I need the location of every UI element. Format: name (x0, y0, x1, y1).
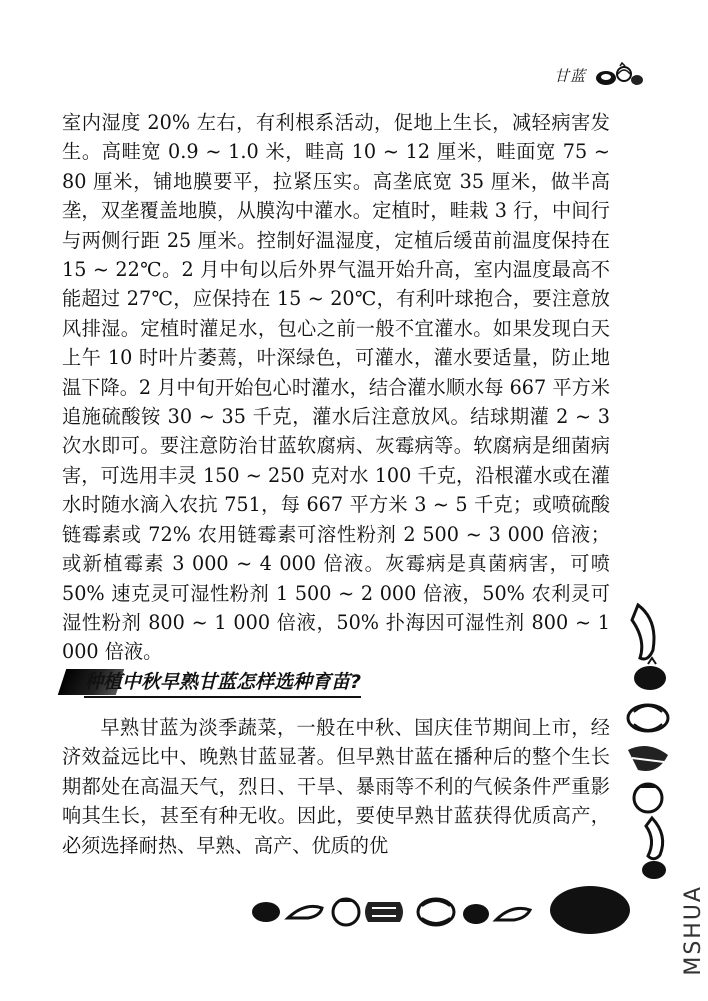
body-paragraph-2: 早熟甘蓝为淡季蔬菜，一般在中秋、国庆佳节期间上市，经济效益远比中、晚熟甘蓝显著。但早熟甘蓝在播种后的整个生长期都处在高温天气，烈日、干旱、暴雨等不利的气候条件严重影响其生长，甚至有种无收。因此，要使早熟甘蓝获得优质高产，必须选择耐热、早熟、高产、优质的优 (62, 716, 610, 857)
vegetable-border-icon (618, 600, 678, 880)
section-heading (62, 667, 422, 697)
vegetable-cluster-icon (594, 62, 644, 88)
vegetable-border-icon (250, 880, 630, 940)
running-header-title: 甘蓝 (553, 66, 586, 85)
body-paragraph: 室内湿度 20% 左右，有利根系活动，促地上生长，减轻病害发生。高畦宽 0.9 ~ 1.0 米，畦高 10 ~ 12 厘米，畦面宽 75 ~ 80 厘米，铺地膜要平，拉紧压实。高垄底宽 35 厘米，做半高垄，双垄覆盖地膜，从膜沟中灌水。定植时，畦栽 3 行，中间行与两侧行距 25 厘米。控制好温湿度，定植后缓苗前温度保持在 15 ~ 22℃。2 月中旬以后外界气温开始升高，室内温度最高不能超过 27℃，应保持在 15 ~ 20℃，有利叶球抱合，要注意放风排湿。定植时灌足水，包心之前一般不宜灌水。如果发现白天上午 10 时叶片萎蔫，叶深绿色，可灌水，灌水要适量，防止地温下降。2 月中旬开始包心时灌水，结合灌水顺水每 667 平方米追施硫酸铵 30 ~ 35 千克，灌水后注意放风。结球期灌 2 ~ 3 次水即可。要注意防治甘蓝软腐病、灰霉病等。软腐病是细菌病害，可选用丰灵 150 ~ 250 克对水 100 千克，沿根灌水或在灌水时随水滴入农抗 751，每 667 平方米 3 ~ 5 千克；或喷硫酸链霉素或 72% 农用链霉素可溶性粉剂 2 500 ~ 3 000 倍液；或新植霉素 3 000 ~ 4 000 倍液。灰霉病是真菌病害，可喷 50% 速克灵可湿性粉剂 1 500 ~ 2 000 倍液，50% 农利灵可湿性粉剂 800 ~ 1 000 倍液，50% 扑海因可湿性剂 800 ~ 1 000 倍液。 (62, 111, 610, 664)
running-header (554, 62, 644, 88)
section-heading-text: 种植中秋早熟甘蓝怎样选种育苗? (84, 667, 361, 698)
watermark-text: MSHUA (681, 885, 706, 976)
